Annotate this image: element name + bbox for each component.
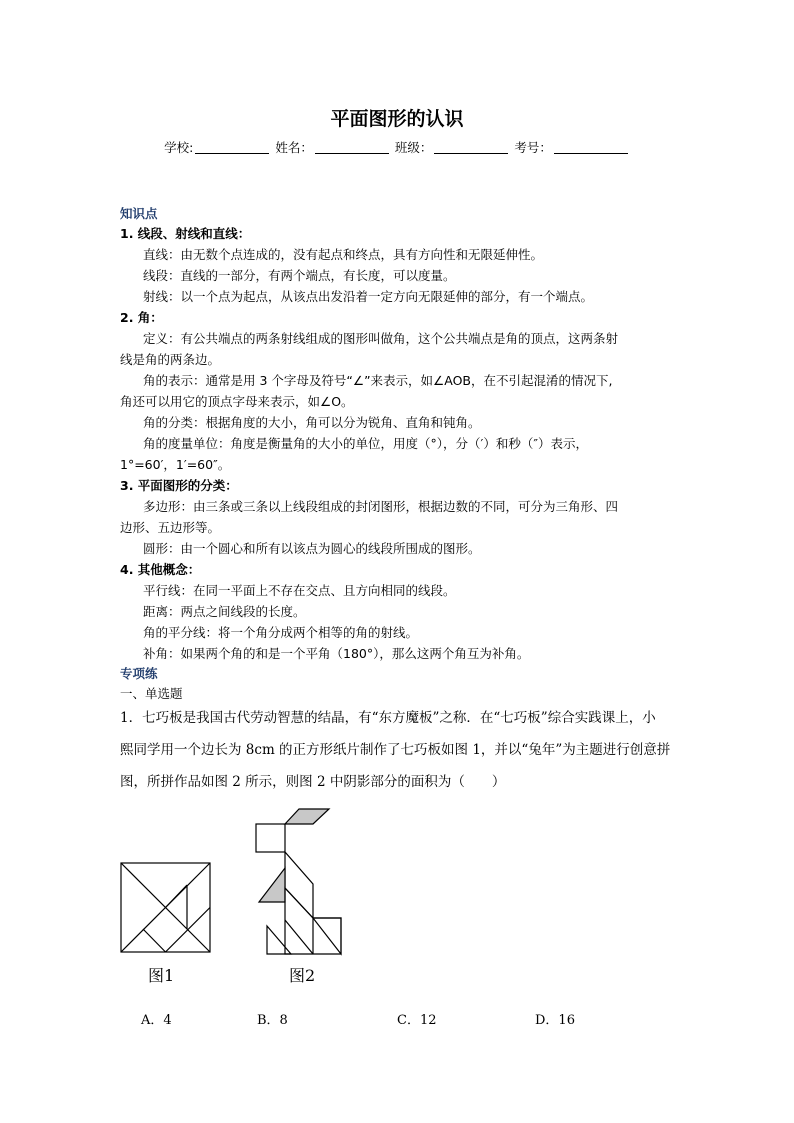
- section-1-heading: 1. 线段、射线和直线：: [120, 226, 251, 241]
- section-4-heading: 4. 其他概念：: [120, 562, 201, 577]
- angle-notation-cont: 角还可以用它的顶点字母来表示，如∠O。: [120, 394, 354, 409]
- parallel-definition: 平行线：在同一平面上不存在交点、且方向相同的线段。: [143, 583, 456, 598]
- bisector-definition: 角的平分线：将一个角分成两个相等的角的射线。: [143, 625, 419, 640]
- question-1-line-1: 1．七巧板是我国古代劳动智慧的结晶，有“东方魔板”之称．在“七巧板”综合实践课上，小: [120, 710, 656, 726]
- distance-definition: 距离：两点之间线段的长度。: [143, 604, 306, 619]
- class-field[interactable]: [434, 141, 508, 154]
- shaded-front-triangle: [259, 868, 285, 902]
- angle-units: 角的度量单位：角度是衡量角的大小的单位，用度（°），分（′）和秒（″）表示，: [143, 436, 589, 451]
- polygon-definition: 多边形：由三条或三条以上线段组成的封闭图形，根据边数的不同，可分为三角形、四: [143, 499, 619, 514]
- option-c[interactable]: C．12: [397, 1013, 437, 1028]
- ray-definition: 射线：以一个点为起点，从该点出发沿着一定方向无限延伸的部分，有一个端点。: [143, 289, 594, 304]
- single-choice-heading: 一、单选题: [120, 686, 183, 701]
- school-field[interactable]: [195, 141, 269, 154]
- angle-definition-cont: 线是角的两条边。: [120, 352, 221, 367]
- number-label: 考号：: [514, 140, 552, 155]
- angle-classification: 角的分类：根据角度的大小，角可以分为锐角、直角和钝角。: [143, 415, 481, 430]
- school-label: 学校:: [164, 140, 194, 155]
- student-info-line: [0, 138, 794, 156]
- option-a[interactable]: A．4: [141, 1013, 172, 1028]
- figure-2-caption: 图2: [289, 966, 316, 985]
- supplementary-definition: 补角：如果两个角的和是一个平角（180°），那么这两个角互为补角。: [143, 646, 530, 661]
- section-3-heading: 3. 平面图形的分类：: [120, 478, 238, 493]
- angle-notation: 角的表示：通常是用 3 个字母及符号“∠”来表示，如∠AOB，在不引起混淆的情况下,: [143, 373, 613, 388]
- figure-1-tangram: [120, 862, 212, 954]
- figure-2-rabbit: [255, 808, 355, 956]
- polygon-definition-cont: 边形、五边形等。: [120, 520, 221, 535]
- figure-1-caption: 图1: [148, 966, 175, 985]
- knowledge-heading: 知识点: [120, 206, 158, 221]
- number-field[interactable]: [554, 141, 628, 154]
- option-d[interactable]: D．16: [535, 1013, 575, 1028]
- class-label: 班级：: [394, 140, 433, 155]
- question-1-line-3: 图，所拼作品如图 2 所示，则图 2 中阴影部分的面积为（ ）: [120, 774, 506, 790]
- name-label: 姓名：: [275, 140, 313, 155]
- line-definition: 直线：由无数个点连成的，没有起点和终点，具有方向性和无限延伸性。: [143, 247, 544, 262]
- option-b[interactable]: B．8: [257, 1013, 288, 1028]
- shaded-ear: [285, 809, 329, 824]
- circle-definition: 圆形：由一个圆心和所有以该点为圆心的线段所围成的图形。: [143, 541, 481, 556]
- segment-definition: 线段：直线的一部分，有两个端点，有长度，可以度量。: [143, 268, 456, 283]
- name-field[interactable]: [315, 141, 389, 154]
- angle-definition: 定义：有公共端点的两条射线组成的图形叫做角，这个公共端点是角的顶点，这两条射: [143, 331, 619, 346]
- page-title: 平面图形的认识: [330, 108, 464, 130]
- section-2-heading: 2. 角：: [120, 310, 163, 325]
- practice-heading: 专项练: [120, 666, 158, 681]
- question-1-line-2: 熙同学用一个边长为 8cm 的正方形纸片制作了七巧板如图 1，并以“兔年”为主题进行创意拼: [120, 742, 671, 758]
- angle-units-cont: 1°=60′，1′=60″。: [120, 457, 231, 472]
